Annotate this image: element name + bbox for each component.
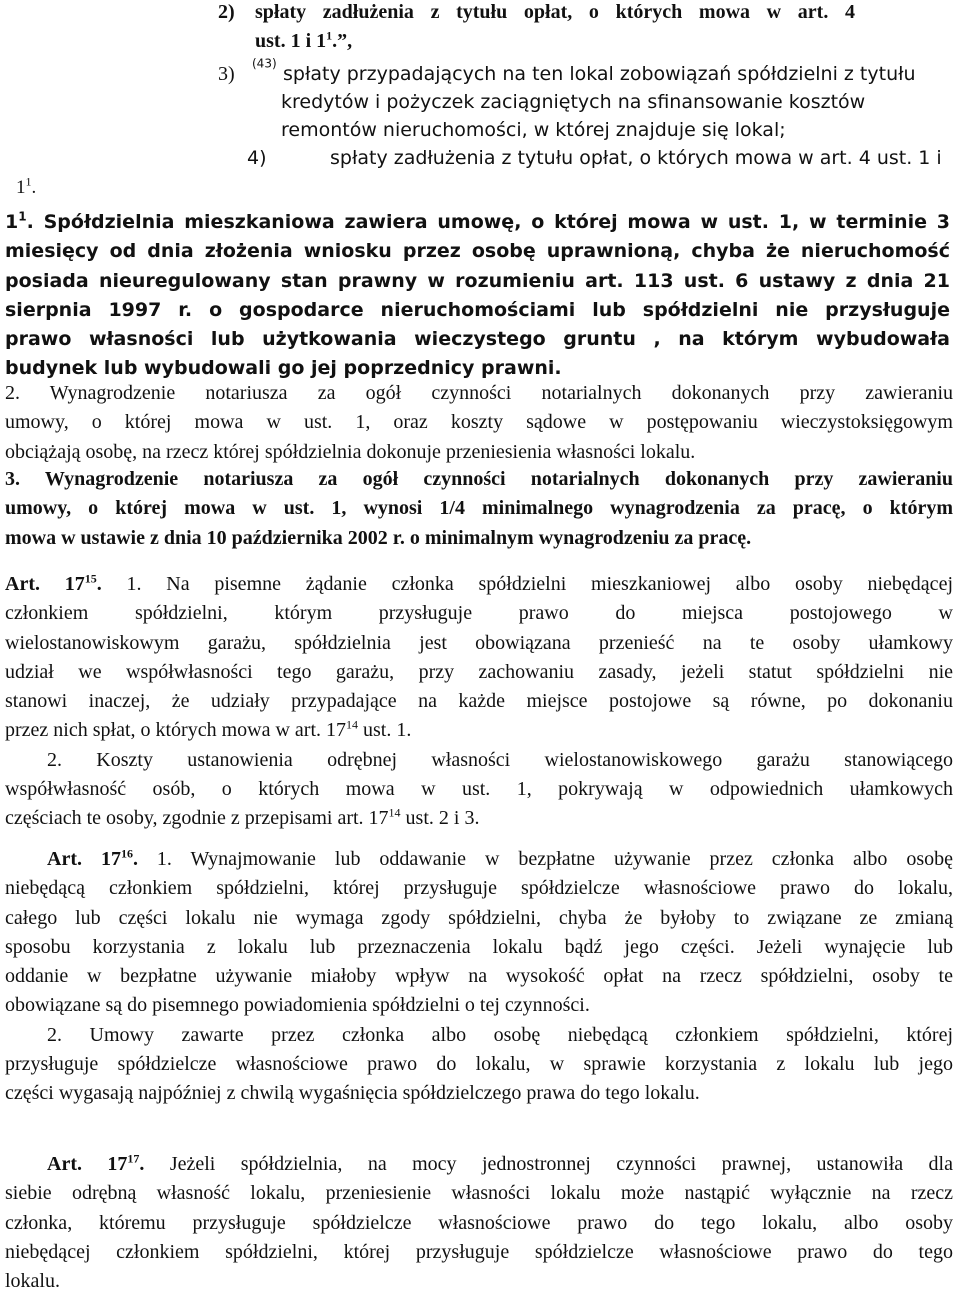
article-17-16-line: Art. $17^{16}$. 1. Wynajmowanie lub oddawanie w bezpłatne używanie przez członka albo osobę — [47, 846, 954, 870]
list-item-2-number: 2) — [218, 1, 235, 23]
article-17-16-line: obowiązane są do pisemnego powiadomienia spółdzielni o tej czynności. — [5, 994, 590, 1017]
list-item-4-tail: $1^1$. — [16, 174, 37, 198]
list-item-4-line-1: spłaty zadłużenia z tytułu opłat, o których mowa w art. 4 ust. 1 i — [330, 147, 942, 169]
paragraph-1-1-line: prawo własności lub użytkowania wieczystego gruntu , na którym wybudowała — [5, 328, 950, 351]
list-item-3-line-3: remontów nieruchomości, w której znajduje się lokal; — [281, 119, 786, 141]
paragraph-1-1-line: sierpnia 1997 r. o gospodarce nieruchomościami lub spółdzielni nie przysługuje — [5, 298, 950, 321]
article-17-15-line: wielostanowiskowym garażu, spółdzielnia jest obowiązana przenieść na te osoby ułamkowy — [5, 631, 953, 654]
article-17-16-line: niebędącą członkiem spółdzielni, której przysługuje spółdzielcze własnościowe prawo do lokalu, — [5, 877, 953, 900]
paragraph-2-line: 2. Wynagrodzenie notariusza za ogół czynności notarialnych dokonanych przy zawieraniu — [5, 382, 953, 404]
article-17-15-line: udział we współwłasności tego garażu, przy zachowaniu zasady, jeżeli statut spółdzielni nie — [5, 660, 953, 683]
article-17-16 — [5, 848, 953, 1112]
article-17-17-line: lokalu. — [5, 1270, 60, 1293]
article-17-17-line: Art. $17^{17}$. Jeżeli spółdzielnia, na mocy jednostronnej czynności prawnej, ustanowiła dla — [47, 1151, 953, 1175]
list-item-4-number: 4) — [247, 147, 267, 169]
paragraph-2-line: umowy, o której mowa w ust. 1, oraz koszty sądowe w postępowaniu wieczystoksięgowym — [5, 411, 953, 434]
article-17-16-line: całego lub części lokalu nie wymaga zgody spółdzielni, chyba że byłoby to związane ze zmianą — [5, 906, 953, 929]
article-17-15-line: członkiem spółdzielni, którym przysługuje prawo do miejsca postojowego w — [5, 602, 953, 625]
article-17-17-line: niebędącej członkiem spółdzielni, której przysługuje spółdzielcze własnościowe prawo do tego — [5, 1240, 953, 1263]
article-17-15-label: Art. $17^{15}$. — [5, 571, 102, 595]
list-item-3-line-1: spłaty przypadających na ten lokal zobowiązań spółdzielni z tytułu — [283, 63, 916, 85]
list-item-3-number: 3) — [218, 63, 235, 85]
article-17-15-line: stanowi inaczej, że udziały przypadające na każde miejsce postojowe są równe, po dokonaniu — [5, 690, 953, 713]
article-17-15-line: częściach te osoby, zgodnie z przepisami art. $17^{14}$ ust. 2 i 3. — [5, 805, 480, 830]
paragraph-3 — [5, 468, 953, 556]
paragraph-3-line: mowa w ustawie z dnia 10 października 2002 r. o minimalnym wynagrodzeniu za pracę. — [5, 526, 752, 549]
paragraph-1-1-line: miesięcy od dnia złożenia wniosku przez osobę uprawnioną, chyba że nieruchomość — [5, 240, 950, 263]
paragraph-1-1 — [5, 211, 950, 387]
list-item-2-line-1: spłaty zadłużenia z tytułu opłat, o których mowa w art. 4 — [255, 1, 855, 23]
paragraph-2-line: obciążają osobę, na rzecz której spółdzielnia dokonuje przeniesienia własności lokalu. — [5, 440, 696, 463]
article-17-16-label: Art. $17^{16}$. — [47, 846, 138, 870]
article-17-17-label: Art. $17^{17}$. — [47, 1151, 145, 1175]
list-item-3-line-2: kredytów i pożyczek zaciągniętych na sfinansowanie kosztów — [281, 91, 866, 113]
article-17-15-line: 2. Koszty ustanowienia odrębnej własności wielostanowiskowego garażu stanowiącego — [47, 748, 953, 771]
list-item-2-line-2: ust. 1 i $1^1$.”, — [255, 28, 353, 52]
article-17-16-line: 2. Umowy zawarte przez członka albo osobę niebędącą członkiem spółdzielni, której — [47, 1023, 953, 1046]
article-17-17-line: członka, któremu przysługuje spółdzielcze własnościowe prawo do tego lokalu, albo osoby — [5, 1211, 953, 1234]
paragraph-1-1-line: $1^1$. Spółdzielnia mieszkaniowa zawiera umowę, o której mowa w ust. 1, w terminie 3 — [5, 209, 950, 233]
article-17-16-line: przysługuje spółdzielcze własnościowe prawo do lokalu, w sprawie korzystania z lokalu lub jego — [5, 1053, 953, 1076]
article-17-16-line: oddanie w bezpłatne używanie miałoby wpływ na wysokość opłat na rzecz spółdzielni, osoby te — [5, 965, 953, 988]
list-item-3-note-ref: (43) — [252, 56, 277, 71]
article-17-15-line: Art. $17^{15}$. 1. Na pisemne żądanie członka spółdzielni mieszkaniowej albo osoby niebędącej — [5, 571, 953, 595]
article-17-15-line: współwłasność osób, o których mowa w ust. 1, pokrywają w odpowiednich ułamkowych — [5, 778, 953, 801]
paragraph-1-1-number: $1^1$ — [5, 209, 27, 233]
paragraph-1-1-line: posiada nieuregulowany stan prawny w rozumieniu art. 113 ust. 6 ustawy z dnia 21 — [5, 269, 950, 292]
article-17-16-line: części wygasają najpóźniej z chwilą wygaśnięcia spółdzielczego prawa do tego lokalu. — [5, 1082, 700, 1105]
paragraph-3-line: umowy, o której mowa w ust. 1, wynosi 1/4 minimalnego wynagrodzenia za pracę, o którym — [5, 497, 953, 520]
article-17-17-line: siebie odrębną własność lokalu, przeniesienie własności lokalu może nastąpić wyłącznie na rzecz — [5, 1182, 953, 1205]
article-17-17 — [5, 1153, 953, 1299]
paragraph-2 — [5, 382, 953, 470]
paragraph-1-1-line: budynek lub wybudowali go jej poprzednicy prawni. — [5, 357, 562, 380]
article-17-15 — [5, 573, 953, 837]
paragraph-3-line: 3. Wynagrodzenie notariusza za ogół czynności notarialnych dokonanych przy zawieraniu — [5, 468, 953, 490]
article-17-15-line: przez nich spłat, o których mowa w art. $17^{14}$ ust. 1. — [5, 717, 412, 742]
article-17-16-line: sposobu korzystania z lokalu lub przeznaczenia lokalu bądź jego części. Jeżeli wynajęcie lub — [5, 935, 953, 958]
